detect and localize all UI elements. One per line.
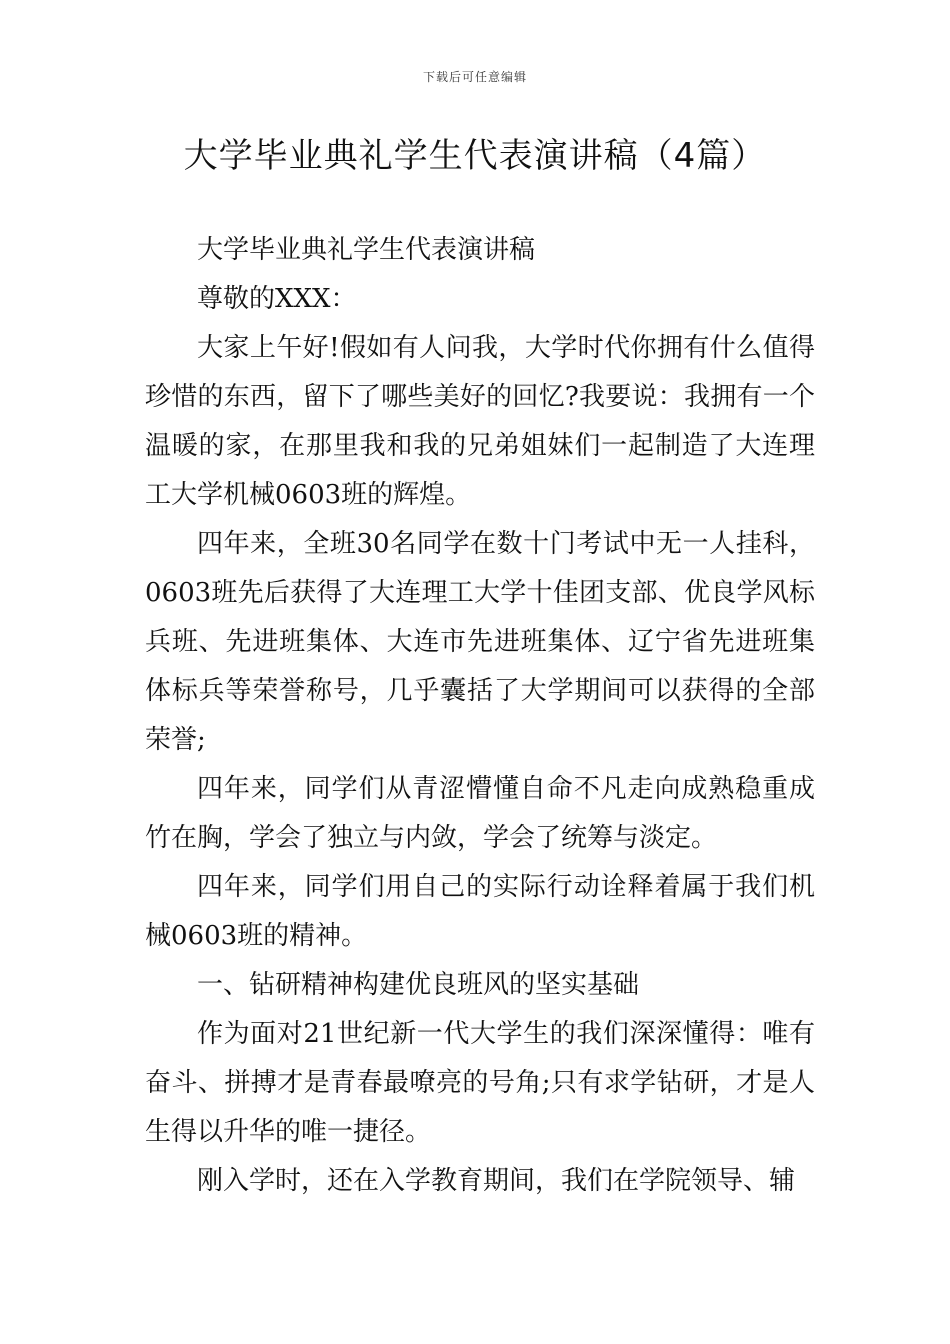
body-paragraph: 四年来，同学们用自己的实际行动诠释着属于我们机械0603班的精神。 [145, 872, 815, 951]
header-note: 下载后可任意编辑 [422, 70, 527, 84]
body-paragraph: 四年来，全班30名同学在数十门考试中无一人挂科，0603班先后获得了大连理工大学十佳团支部、优良学风标兵班、先进班集体、大连市先进班集体、辽宁省先进班集体标兵等荣誉称号，几乎囊括了大学期间可以获得的全部荣誉; [145, 529, 815, 755]
body-paragraph: 刚入学时，还在入学教育期间，我们在学院领导、辅 [197, 1166, 796, 1196]
salutation-paragraph: 尊敬的XXX： [197, 284, 357, 314]
body-paragraph: 大家上午好!假如有人问我，大学时代你拥有什么值得珍惜的东西，留下了哪些美好的回忆?我要说：我拥有一个温暖的家，在那里我和我的兄弟姐妹们一起制造了大连理工大学机械0603班的辉煌。 [145, 333, 815, 510]
document-title: 大学毕业典礼学生代表演讲稿（4篇） [183, 136, 767, 176]
body-paragraph: 四年来，同学们从青涩懵懂自命不凡走向成熟稳重成竹在胸，学会了独立与内敛，学会了统筹与淡定。 [145, 774, 815, 853]
body-paragraph: 作为面对21世纪新一代大学生的我们深深懂得：唯有奋斗、拼搏才是青春最嘹亮的号角;只有求学钻研，才是人生得以升华的唯一捷径。 [145, 1019, 815, 1147]
subtitle-paragraph: 大学毕业典礼学生代表演讲稿 [197, 235, 536, 265]
section-heading: 一、钻研精神构建优良班风的坚实基础 [197, 970, 640, 1000]
document-body [145, 226, 815, 1206]
